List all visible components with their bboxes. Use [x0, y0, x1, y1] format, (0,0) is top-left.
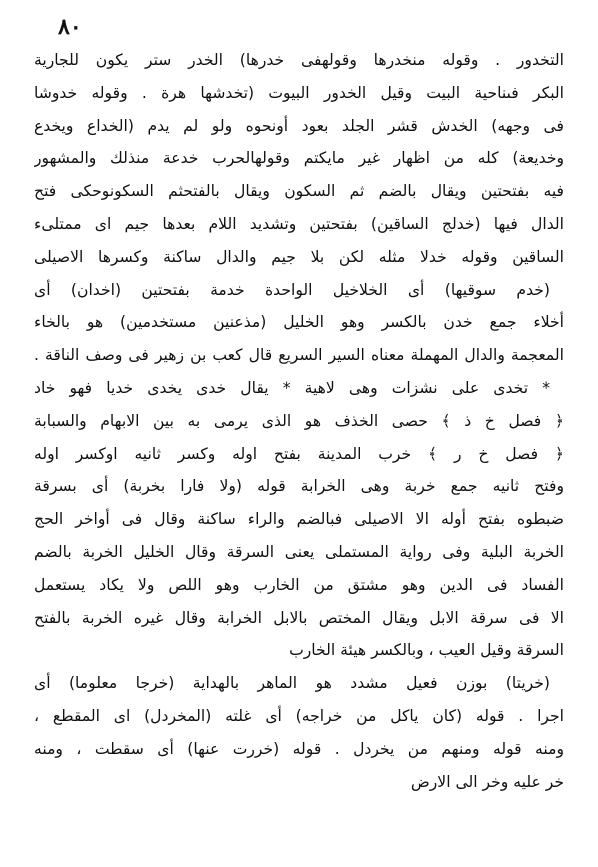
text-line: فى وجهه) الخدش قشر الجلد بعود أونحوه ولو لم يدم (الخداع ويخدع — [34, 116, 564, 135]
text-line: الدال فيها (خدلج الساقين) بفتحتين وتشديد اللام بعدها جيم اى ممتلىء — [34, 214, 564, 233]
verse-line: * تخدى على نشزات وهى لاهية * يقال خدى يخدى خديا فهو خاد — [34, 378, 550, 397]
text-line: ومنه قوله ومنهم من يخردل . قوله (خررت عنها) أى سقطت ، ومنه — [34, 739, 564, 758]
text-line: التخدور . وقوله منخدرها وقولهفى خدرها) الخدر ستر يكون للجارية — [34, 51, 564, 69]
text-line: الفساد فى الدين وهو مشتق من الخارب وهو اللص ولا يكاد يستعمل — [34, 575, 564, 594]
text-line: (خريتا) بوزن فعيل مشدد هو الماهر بالهداية (خرجا معلوما) أى — [34, 674, 550, 693]
text-line: اجرا . قوله (كان ياكل من خراجه) أى غلته (المخردل) اى المقطع ، — [34, 706, 564, 725]
text-line: وفتح ثانيه جمع خربة وهى الخرابة قوله (ولا فارا بخربة) أى بسرقة — [34, 477, 564, 496]
text-line: الخربة البلية وفى رواية المستملى يعنى السرقة وقال الخليل الخربة بالضم — [34, 542, 564, 561]
text-line: (خدم سوقيها) أى الخلاخيل الواحدة خدمة بفتحتين (اخدان) أى — [34, 280, 550, 299]
text-line: فيه بفتحتين ويقال بالضم ثم السكون ويقال بالفتحثم السكونوحكى فتح — [34, 182, 564, 201]
text-line: الا فى سرقة الابل ويقال المختص بالابل الخرابة وقال غيره الخربة بالفتح — [34, 608, 564, 627]
text-line: البكر فىناحية البيت وقيل الخدور البيوت (تخدشها هرة . وقوله خدوشا — [34, 83, 564, 102]
section-heading-line: ﴿ فصل خ ر ﴾ خرب المدينة بفتح اوله وكسر ثانيه اوكسر اوله — [34, 444, 564, 463]
text-line: أخلاء جمع خدن بالكسر وهو الخليل (مذعنين مستخدمين) هو بالخاء — [34, 313, 564, 332]
text-line: خر عليه وخر الى الارض — [410, 772, 564, 791]
text-line: ضبطوه بفتح أوله الا الاصيلى فبالضم والراء ساكنة وقال فى أواخر الحج — [34, 510, 564, 529]
text-line: السرقة وقيل العيب ، وبالكسر هيئة الخارب — [289, 641, 564, 660]
text-line: وخديعة) كله من اظهار غير مايكتم وقولهالحرب خدعة منذلك والمشهور — [34, 149, 564, 168]
body-text — [34, 44, 564, 798]
text-line: المعجمة والدال المهملة معناه السير السريع قال كعب بن زهير فى وصف الناقة . — [34, 346, 564, 365]
page-number: ٨٠ — [58, 14, 82, 40]
text-line: الساقين وقوله خدلا مثله لكن بلا جيم والدال ساكنة وكسرها الاصيلى — [34, 247, 564, 266]
section-heading-line: ﴿ فصل خ ذ ﴾ حصى الخذف هو الذى يرمى به بين الابهام والسبابة — [34, 411, 564, 430]
